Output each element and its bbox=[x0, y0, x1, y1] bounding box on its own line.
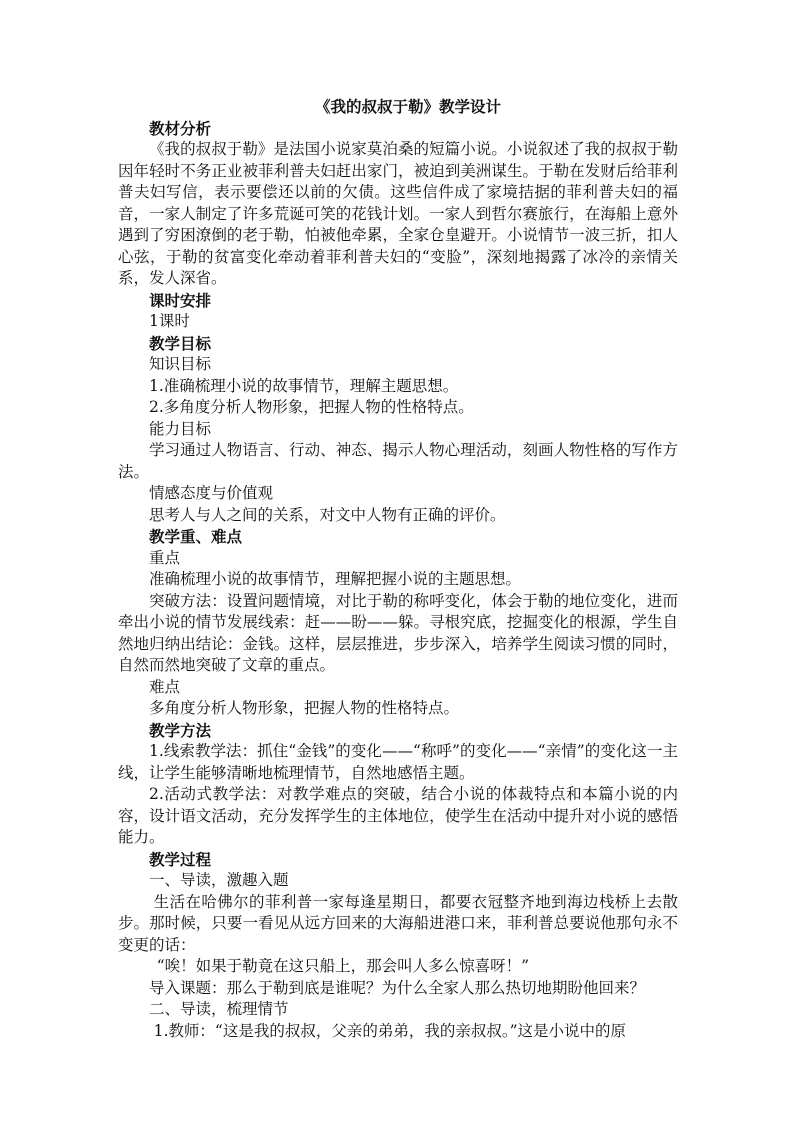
step-2-heading: 二、导读，梳理情节 bbox=[149, 1000, 289, 1018]
difficult-text: 多角度分析人物形象，把握人物的性格特点。 bbox=[149, 699, 460, 717]
method-item-1: 1.线索教学法：抓住“金钱”的变化——“称呼”的变化——“亲情”的变化这一主线，让学生能够清晰地梳理情节，自然地感悟主题。 bbox=[118, 742, 678, 782]
key-text: 准确梳理小说的故事情节，理解把握小说的主题思想。 bbox=[149, 570, 522, 588]
document-title: 《我的叔叔于勒》教学设计 bbox=[314, 97, 501, 116]
ability-label: 能力目标 bbox=[149, 419, 212, 438]
process-heading: 教学过程 bbox=[149, 849, 212, 869]
keypoints-heading: 教学重、难点 bbox=[149, 527, 243, 546]
methods-heading: 教学方法 bbox=[149, 720, 212, 740]
knowledge-label: 知识目标 bbox=[149, 355, 212, 373]
breakthrough-text: 突破方法：设置问题情境，对比于勒的称呼变化，体会于勒的地位变化，进而牵出小说的情节发展线索：赶——盼——躲。寻根究底，挖掘变化的根源，学生自然地归纳出结论：金钱。这样，层层推进，步步深入，培养学生阅读习惯的同时，自然而然地突破了文章的重点。 bbox=[118, 591, 678, 674]
time-text: 1课时 bbox=[149, 312, 190, 330]
knowledge-item-1: 1.准确梳理小说的故事情节，理解主题思想。 bbox=[149, 376, 459, 395]
difficult-label: 难点 bbox=[149, 677, 181, 696]
emotion-text: 思考人与人之间的关系，对文中人物有正确的评价。 bbox=[149, 505, 506, 524]
analysis-heading: 教材分析 bbox=[149, 118, 212, 138]
key-label: 重点 bbox=[149, 548, 181, 567]
quote-text: “唉！如果于勒竟在这只船上，那会叫人多么惊喜呀！” bbox=[156, 957, 530, 975]
document-page bbox=[118, 96, 678, 1042]
step-1-text: 生活在哈佛尔的菲利普一家每逢星期日，都要衣冠整齐地到海边栈桥上去散步。那时候，只要一看见从远方回来的大海船进港口来，菲利普总要说他那句永不变更的话： bbox=[118, 892, 678, 954]
emotion-label: 情感态度与价值观 bbox=[149, 484, 274, 502]
intro-question: 导入课题：那么于勒到底是谁呢？为什么全家人那么热切地期盼他回来？ bbox=[149, 978, 646, 997]
method-item-2: 2.活动式教学法：对教学难点的突破，结合小说的体裁特点和本篇小说的内容，设计语文活动，充分发挥学生的主体地位，使学生在活动中提升对小说的感悟能力。 bbox=[118, 785, 678, 846]
analysis-text: 《我的叔叔于勒》是法国小说家莫泊桑的短篇小说。小说叙述了我的叔叔于勒因年轻时不务正业被菲利普夫妇赶出家门，被迫到美洲谋生。于勒在发财后给菲利普夫妇写信，表示要偿还以前的欠债。这些信件成了家境拮据的菲利普夫妇的福音，一家人制定了许多荒诞可笑的花钱计划。一家人到哲尔赛旅行，在海船上意外遇到了穷困潦倒的老于勒，怕被他牵累，全家仓皇避开。小说情节一波三折，扣人心弦，于勒的贫富变化牵动着菲利普夫妇的“变脸”，深刻地揭露了冰冷的亲情关系，发人深省。 bbox=[118, 140, 678, 287]
time-heading: 课时安排 bbox=[149, 290, 212, 310]
step-2-text: 1.教师：“这是我的叔叔，父亲的弟弟，我的亲叔叔。”这是小说中的原 bbox=[153, 1021, 627, 1040]
goals-heading: 教学目标 bbox=[149, 333, 212, 353]
knowledge-item-2: 2.多角度分析人物形象，把握人物的性格特点。 bbox=[149, 398, 474, 416]
step-1-heading: 一、导读，激趣入题 bbox=[149, 871, 289, 889]
ability-text: 学习通过人物语言、行动、神态、揭示人物心理活动，刻画人物性格的写作方法。 bbox=[118, 441, 678, 481]
